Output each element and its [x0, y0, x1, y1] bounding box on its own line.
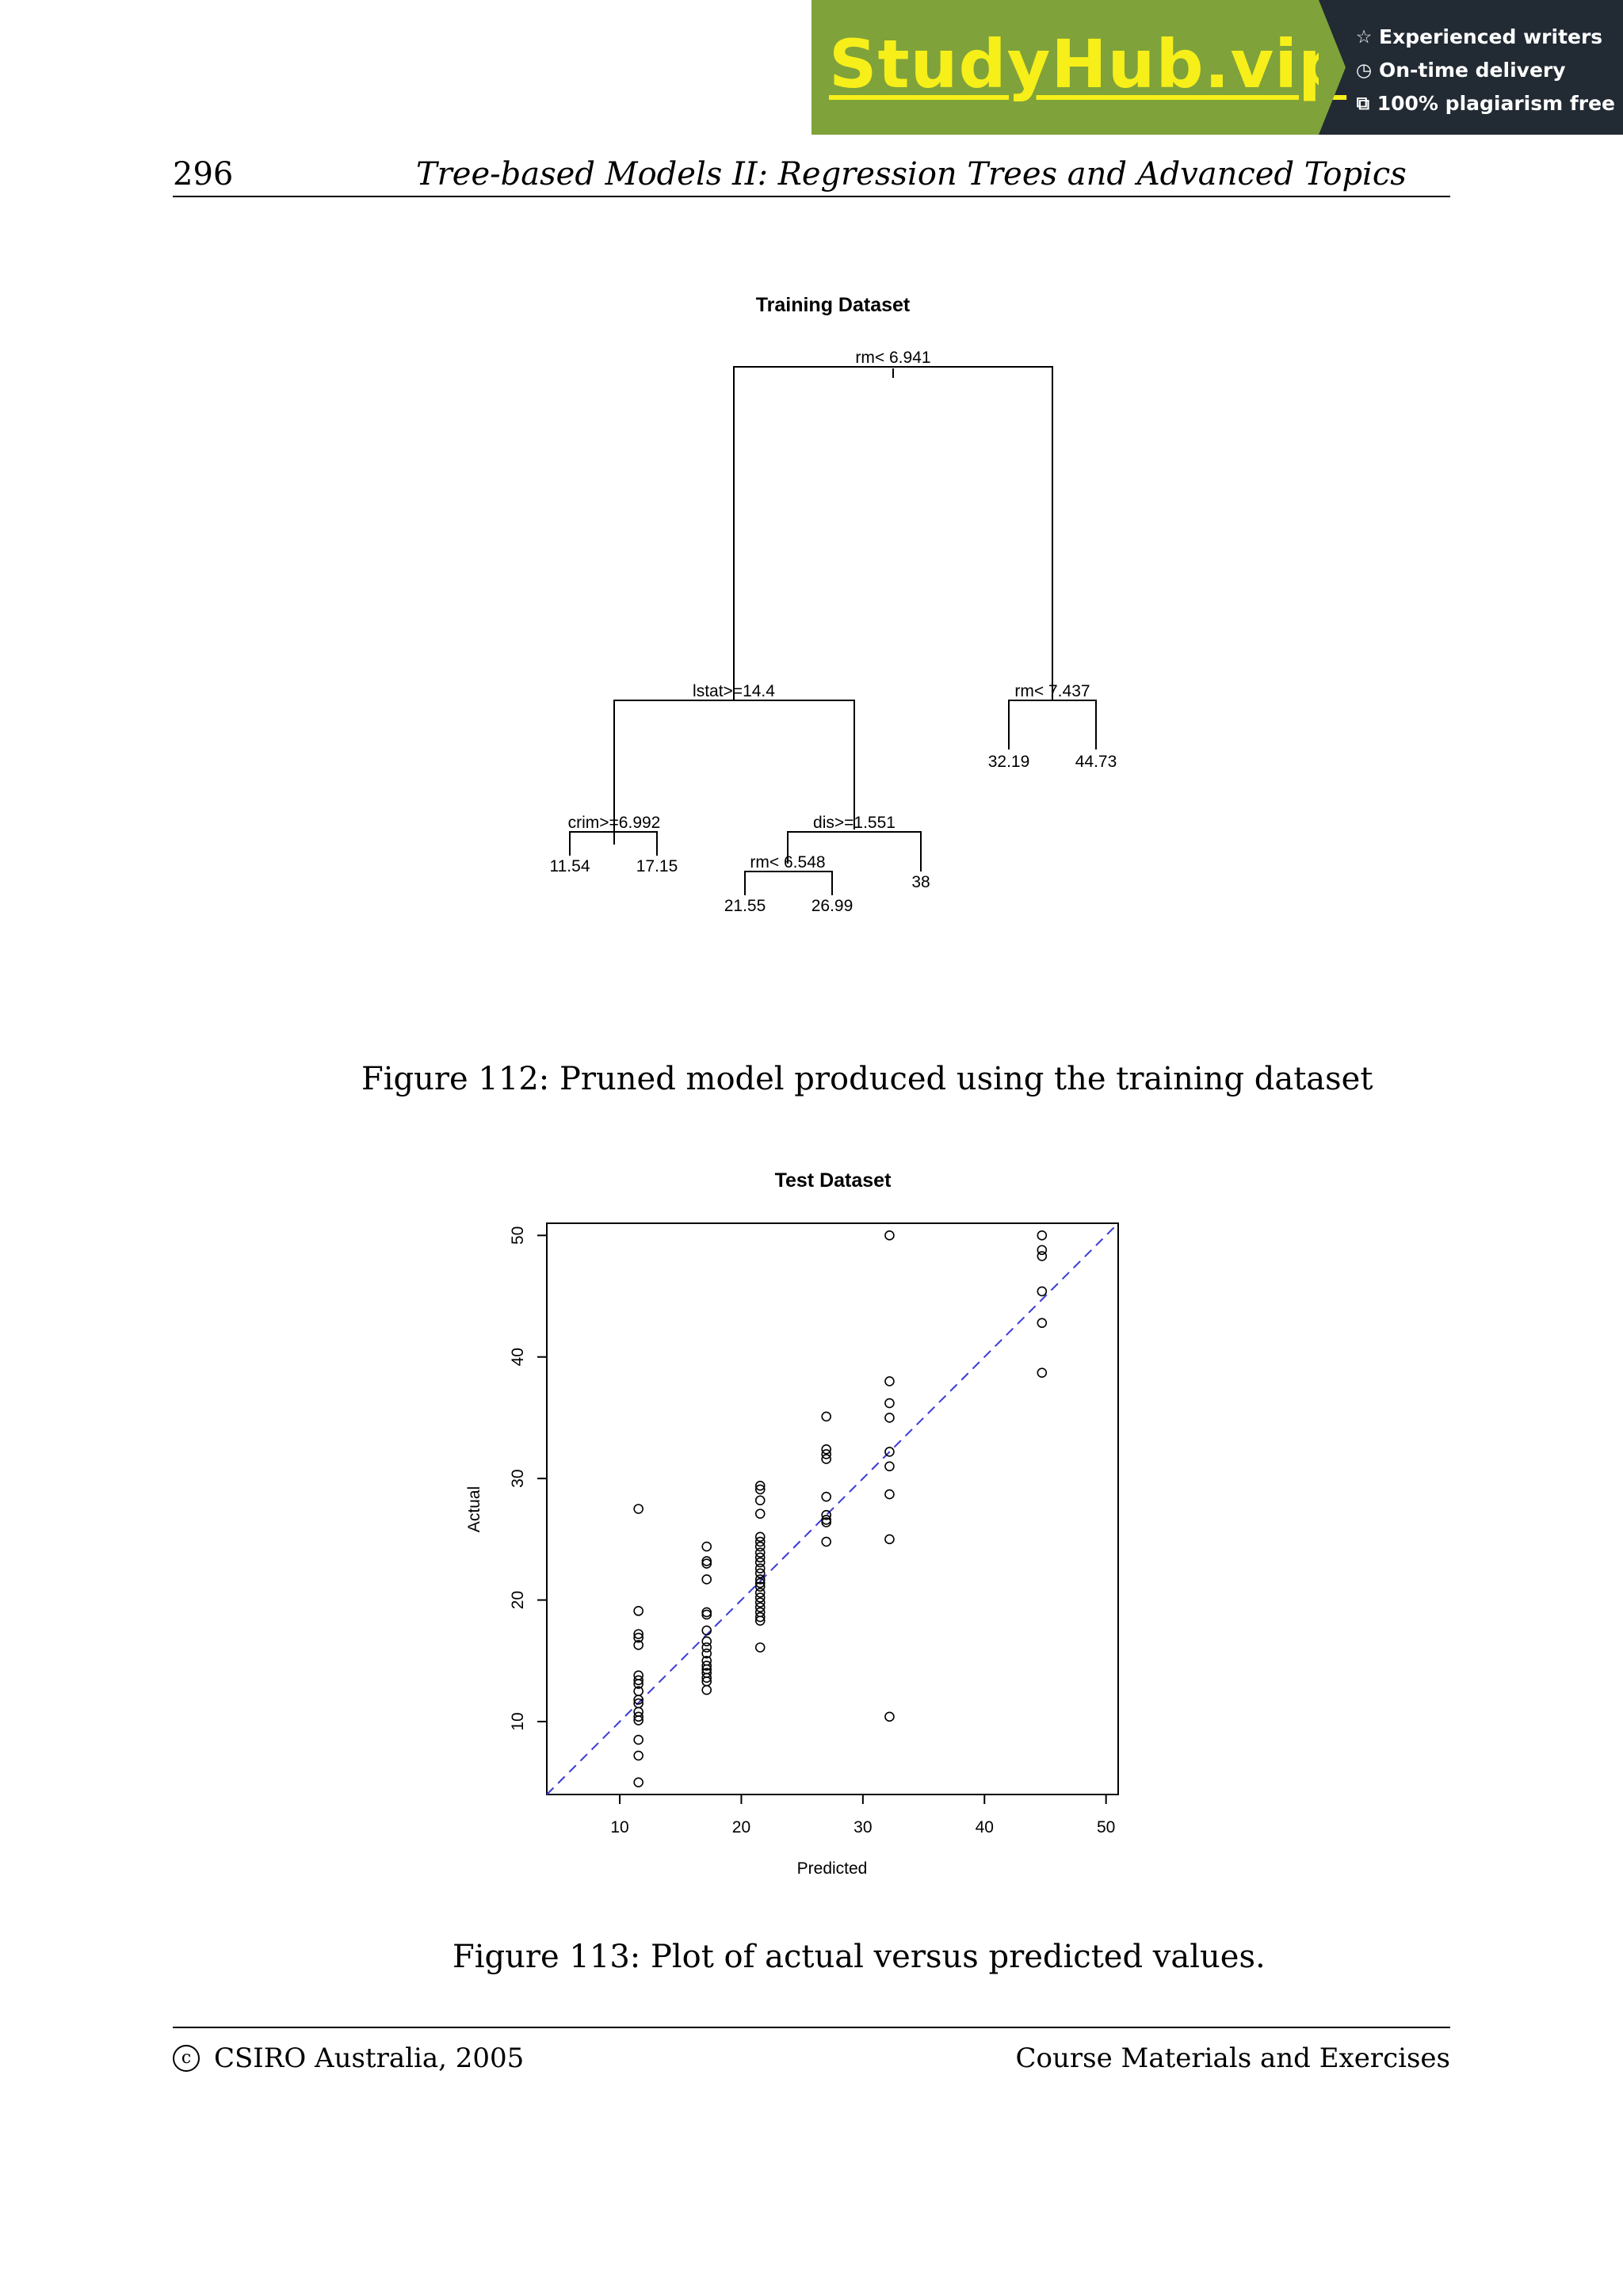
data-point	[702, 1543, 711, 1551]
y-tick-label: 40	[509, 1348, 527, 1367]
split-lstat: lstat>=14.4	[693, 682, 775, 700]
banner-feature-text: Experienced writers	[1379, 25, 1603, 48]
data-point	[634, 1505, 643, 1513]
data-points	[634, 1231, 1046, 1787]
data-point	[1037, 1287, 1046, 1295]
x-tick-label: 40	[975, 1818, 994, 1836]
banner-feature	[1354, 87, 1615, 120]
leaf-value: 21.55	[724, 897, 766, 915]
scatter-plot	[444, 1157, 1236, 1886]
clock-icon: ◷	[1355, 60, 1373, 81]
data-point	[702, 1686, 711, 1695]
scatter-title: Test Dataset	[774, 1169, 892, 1192]
data-point	[885, 1535, 894, 1543]
x-tick-label: 20	[731, 1818, 751, 1836]
banner-feature-text: 100% plagiarism free	[1377, 92, 1615, 115]
x-tick-label: 50	[1096, 1818, 1116, 1836]
y-tick-label: 30	[509, 1469, 527, 1488]
data-point	[885, 1231, 894, 1240]
data-point	[634, 1778, 643, 1787]
data-point	[756, 1509, 765, 1518]
leaf-value: 44.73	[1075, 753, 1117, 771]
data-point	[885, 1712, 894, 1721]
data-point	[702, 1575, 711, 1584]
split-root: rm< 6.941	[855, 349, 931, 367]
page-number: 296	[173, 156, 234, 193]
data-point	[885, 1377, 894, 1386]
footer-copyright-text: CSIRO Australia, 2005	[214, 2042, 525, 2074]
y-tick-label: 20	[509, 1590, 527, 1610]
split-crim: crim>=6.992	[567, 814, 661, 832]
data-point	[756, 1496, 765, 1505]
split-rm-7437: rm< 7.437	[1014, 682, 1090, 700]
x-tick-label: 10	[610, 1818, 629, 1836]
footer-rule	[173, 2027, 1450, 2028]
y-tick-label: 10	[509, 1712, 527, 1731]
data-point	[822, 1412, 831, 1421]
y-axis-label: Actual	[465, 1486, 483, 1533]
tree-figure	[444, 277, 1236, 927]
banner-logo-panel	[812, 0, 1347, 135]
copyright-icon: c	[173, 2045, 200, 2072]
data-point	[885, 1399, 894, 1408]
figure-112-caption: Figure 112: Pruned model produced using the training dataset	[361, 1061, 1373, 1097]
y-tick-label: 50	[509, 1226, 527, 1245]
studyhub-logo[interactable]: StudyHub.vip	[829, 25, 1347, 103]
reference-line	[547, 1223, 1118, 1794]
ad-banner[interactable]	[812, 0, 1623, 135]
leaf-value: 32.19	[987, 753, 1030, 771]
leaf-value: 38	[911, 873, 930, 891]
data-point	[634, 1751, 643, 1760]
star-icon: ☆	[1355, 27, 1373, 48]
tree-diagram	[444, 277, 1236, 927]
scatter-figure	[444, 1157, 1236, 1886]
leaf-value: 17.15	[636, 857, 678, 875]
split-rm-6548: rm< 6.548	[750, 853, 826, 871]
split-dis: dis>=1.551	[813, 814, 896, 832]
banner-feature-text: On-time delivery	[1379, 59, 1566, 82]
data-point	[1037, 1252, 1046, 1261]
data-point	[822, 1493, 831, 1501]
data-point	[1037, 1231, 1046, 1240]
leaf-value: 11.54	[549, 857, 590, 875]
running-title: Tree-based Models II: Regression Trees and Advanced Topics	[416, 156, 1407, 193]
y-axis	[509, 1226, 547, 1731]
banner-feature	[1354, 54, 1615, 87]
data-point	[885, 1413, 894, 1422]
copy-icon: ⧉	[1356, 93, 1370, 114]
x-tick-label: 30	[854, 1818, 873, 1836]
data-point	[885, 1462, 894, 1470]
data-point	[1037, 1318, 1046, 1327]
banner-feature-list	[1354, 21, 1615, 120]
x-axis-label: Predicted	[796, 1859, 868, 1878]
footer-course-text: Course Materials and Exercises	[1015, 2042, 1450, 2074]
footer-left	[173, 2036, 524, 2081]
data-point	[634, 1607, 643, 1615]
leaf-value: 26.99	[811, 897, 854, 915]
x-axis	[610, 1794, 1115, 1836]
tree-title: Training Dataset	[755, 294, 911, 316]
data-point	[885, 1490, 894, 1499]
header-rule	[173, 196, 1450, 197]
data-point	[634, 1735, 643, 1744]
data-point	[1037, 1368, 1046, 1377]
figure-113-caption: Figure 113: Plot of actual versus predicted values.	[453, 1939, 1266, 1975]
banner-feature	[1354, 21, 1615, 54]
data-point	[702, 1626, 711, 1634]
data-point	[756, 1643, 765, 1652]
data-point	[822, 1537, 831, 1546]
